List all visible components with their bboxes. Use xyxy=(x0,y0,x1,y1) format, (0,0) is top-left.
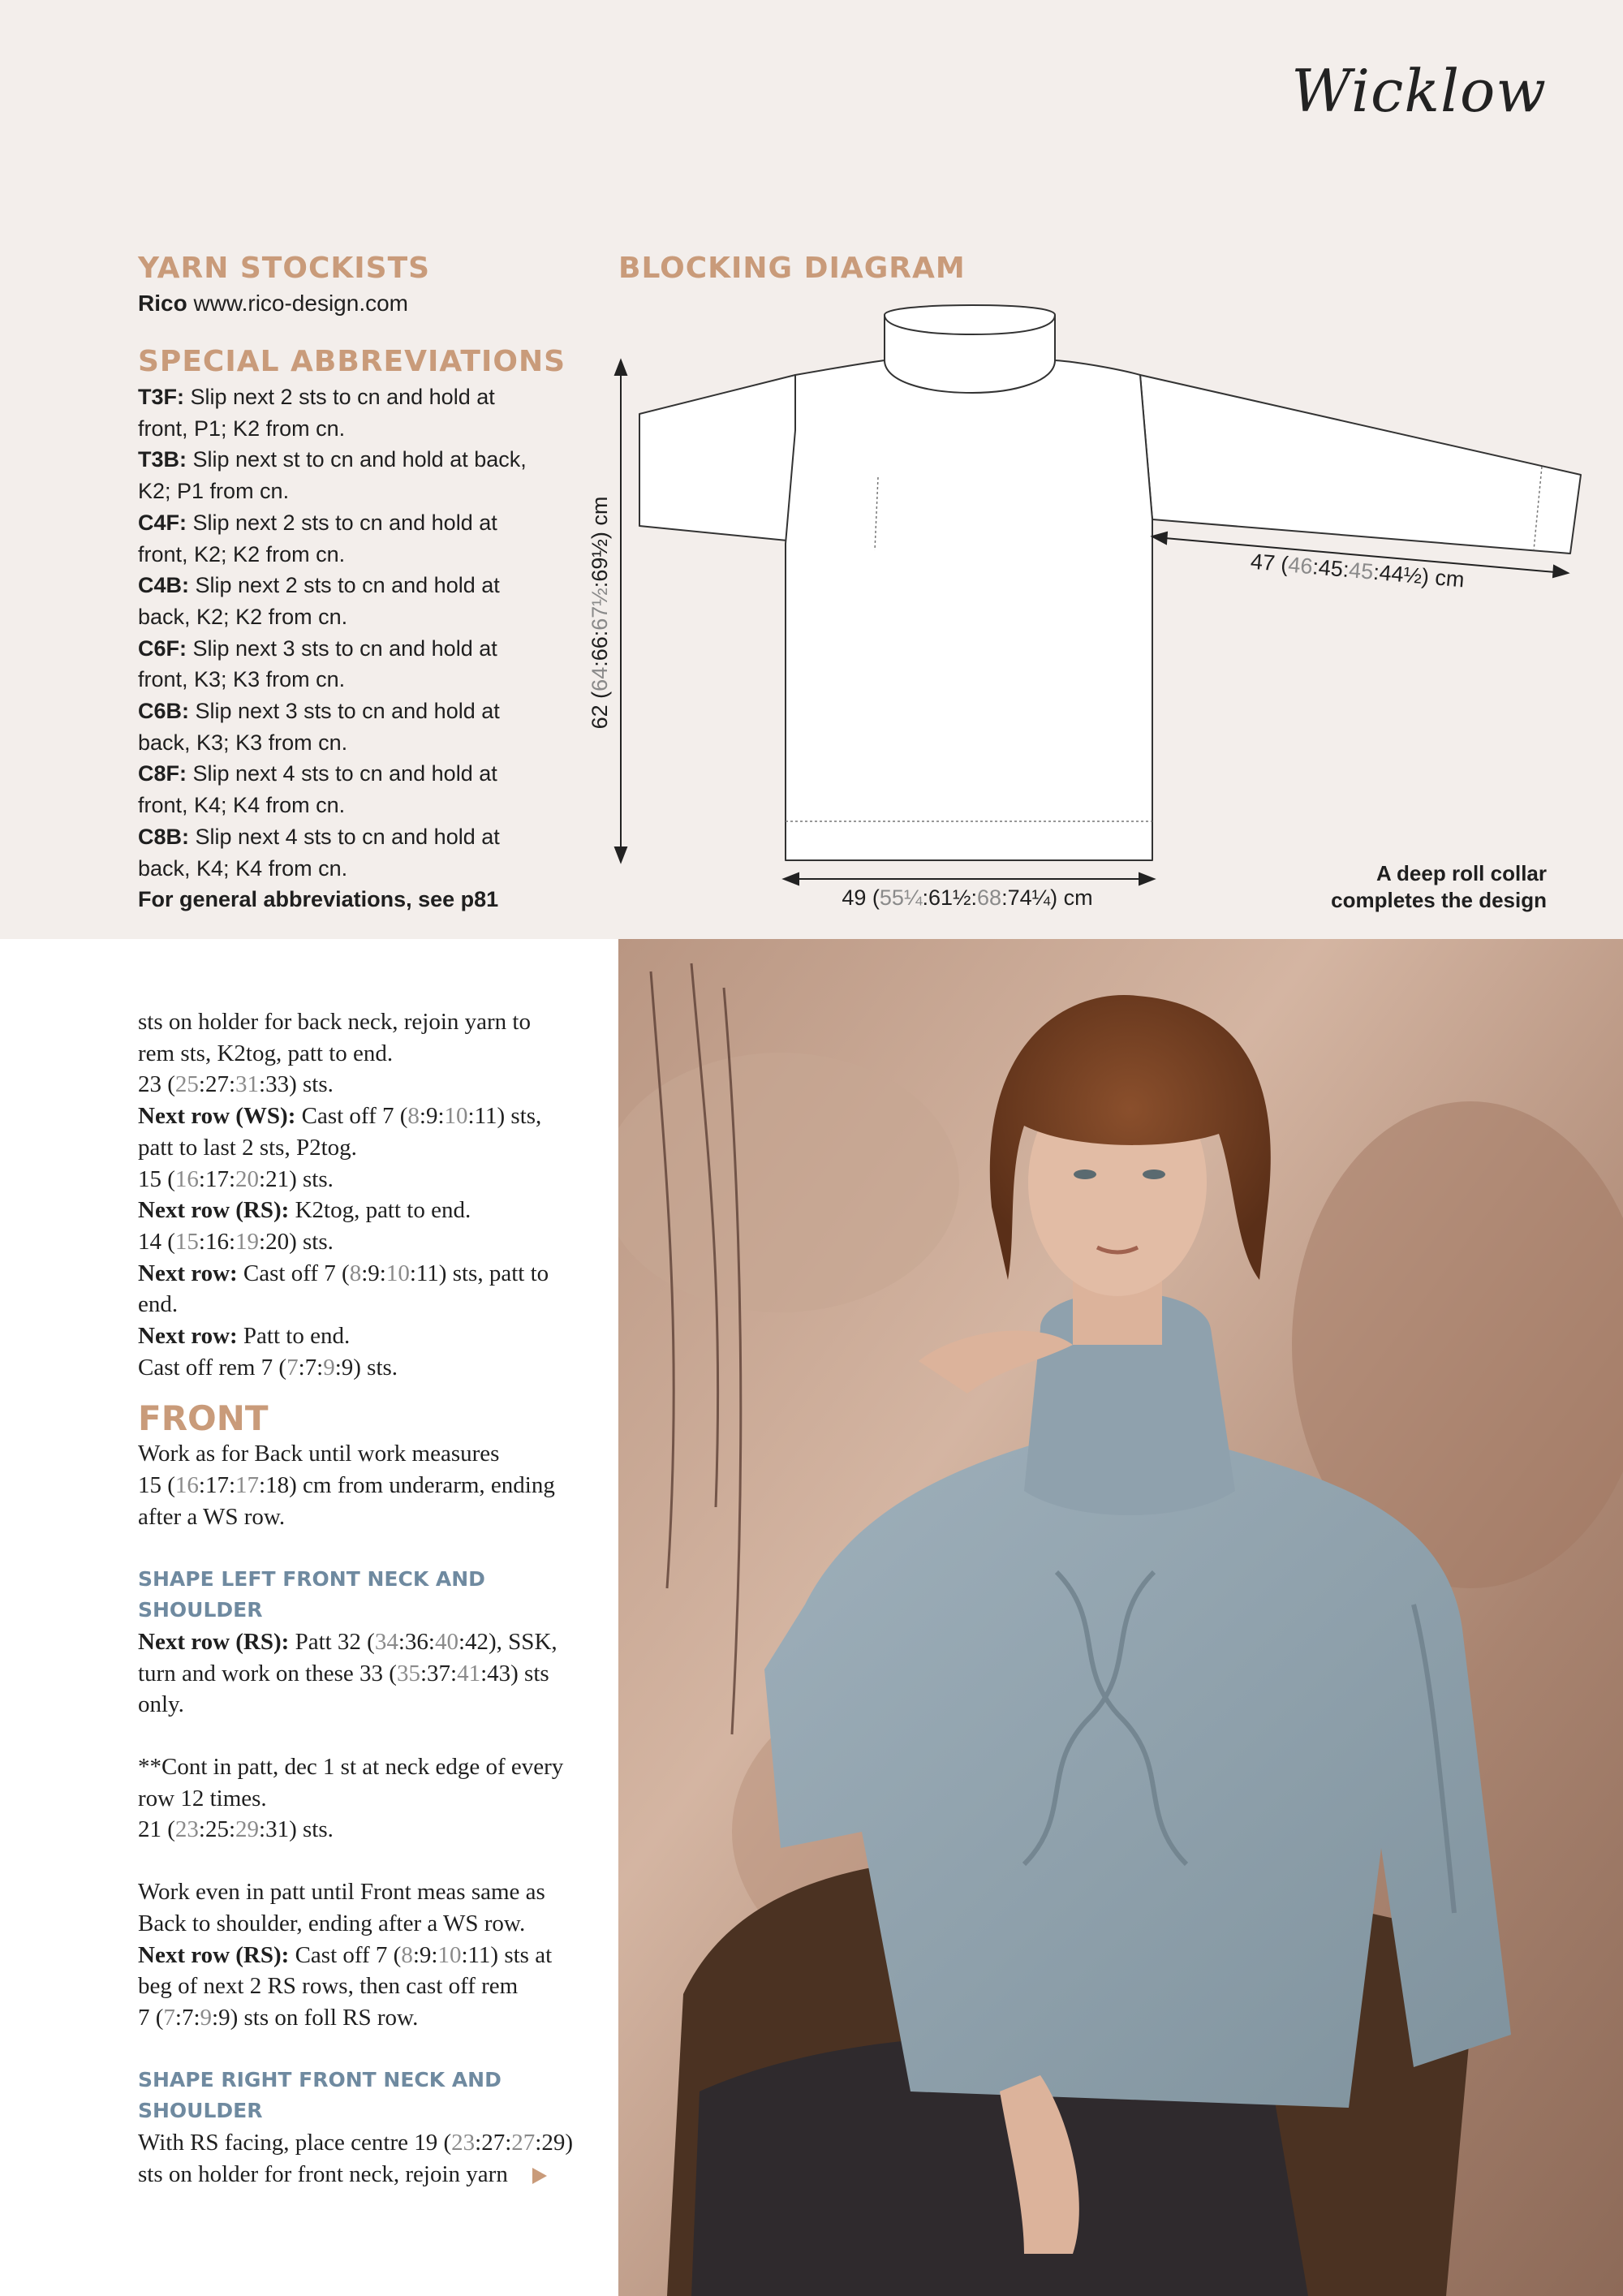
caption-line-2: completes the design xyxy=(1331,888,1547,912)
pattern-line: beg of next 2 RS rows, then cast off rem xyxy=(138,1973,519,2000)
pattern-line: row 12 times. xyxy=(138,1785,267,1811)
pattern-line: patt to last 2 sts, P2tog. xyxy=(138,1134,357,1161)
pattern-line: Work as for Back until work measures xyxy=(138,1441,500,1467)
right-sleeve xyxy=(1140,375,1581,554)
shape-right-front-heading: SHAPE RIGHT FRONT NECK AND SHOULDER xyxy=(138,2067,502,2123)
model-photo xyxy=(618,939,1623,2296)
abbreviation-line: C6B: Slip next 3 sts to cn and hold at xyxy=(138,699,500,724)
pattern-line: Next row (WS): Cast off 7 (8:9:10:11) sts, xyxy=(138,1103,542,1130)
pattern-line: Next row (RS): Cast off 7 (8:9:10:11) sts at xyxy=(138,1941,553,1968)
pattern-line: Next row: Cast off 7 (8:9:10:11) sts, patt to xyxy=(138,1260,549,1286)
continue-arrow-icon[interactable] xyxy=(532,2168,547,2184)
abbreviation-line: back, K4; K4 from cn. xyxy=(138,855,348,881)
pattern-line: 23 (25:27:31:33) sts. xyxy=(138,1071,334,1098)
abbreviation-line: C8F: Slip next 4 sts to cn and hold at xyxy=(138,761,497,786)
pattern-line: after a WS row. xyxy=(138,1503,286,1530)
blocking-diagram xyxy=(568,292,1607,925)
yarn-stockists-heading: YARN STOCKISTS xyxy=(138,252,431,285)
width-measurement: 49 (55¼:61½:68:74¼) cm xyxy=(842,885,1093,910)
pattern-line: 21 (23:25:29:31) sts. xyxy=(138,1816,334,1843)
special-abbreviations-heading: SPECIAL ABBREVIATIONS xyxy=(138,345,566,378)
abbreviation-line: C6F: Slip next 3 sts to cn and hold at xyxy=(138,635,497,661)
sleeve-measurement: 47 (46:45:45:44½) cm xyxy=(1249,549,1466,592)
abbreviation-line: back, K3; K3 from cn. xyxy=(138,730,348,755)
pattern-line: turn and work on these 33 (35:37:41:43) sts xyxy=(138,1660,549,1686)
abbreviation-line: back, K2; K2 from cn. xyxy=(138,604,348,629)
pattern-line: Next row (RS): Patt 32 (34:36:40:42), SSK, xyxy=(138,1628,558,1655)
abbreviation-line: T3B: Slip next st to cn and hold at back, xyxy=(138,447,527,472)
collar xyxy=(885,305,1055,393)
length-measurement: 62 (64:66:67½:69½) cm xyxy=(588,496,612,730)
pattern-line: Back to shoulder, ending after a WS row. xyxy=(138,1910,526,1936)
pattern-line: 14 (15:16:19:20) sts. xyxy=(138,1228,334,1255)
blocking-diagram-heading: BLOCKING DIAGRAM xyxy=(618,252,966,285)
abbreviations-footer: For general abbreviations, see p81 xyxy=(138,887,499,912)
pattern-line: 7 (7:7:9:9) sts on foll RS row. xyxy=(138,2004,419,2031)
photo-caption xyxy=(1331,860,1547,914)
pattern-line: rem sts, K2tog, patt to end. xyxy=(138,1040,394,1066)
stockist-brand: Rico xyxy=(138,291,187,316)
pattern-line: Next row: Patt to end. xyxy=(138,1323,351,1350)
abbreviation-line: front, K4; K4 from cn. xyxy=(138,793,346,818)
caption-line-1: A deep roll collar xyxy=(1376,861,1547,885)
abbreviation-line: front, K2; K2 from cn. xyxy=(138,541,346,566)
abbreviation-line: K2; P1 from cn. xyxy=(138,479,290,504)
abbreviation-line: C8B: Slip next 4 sts to cn and hold at xyxy=(138,824,500,849)
shape-left-front-heading: SHAPE LEFT FRONT NECK AND SHOULDER xyxy=(138,1566,485,1622)
abbreviation-line: front, P1; K2 from cn. xyxy=(138,416,346,441)
pattern-line: Cast off rem 7 (7:7:9:9) sts. xyxy=(138,1354,398,1381)
front-heading: FRONT xyxy=(138,1398,269,1439)
abbreviation-line: T3F: Slip next 2 sts to cn and hold at xyxy=(138,385,495,409)
pattern-line: only. xyxy=(138,1691,184,1718)
pattern-line: Work even in patt until Front meas same as xyxy=(138,1879,545,1906)
abbreviation-list xyxy=(138,381,544,915)
sweater-body xyxy=(786,360,1152,860)
pattern-line: 15 (16:17:20:21) sts. xyxy=(138,1165,334,1192)
abbreviation-line: front, K3; K3 from cn. xyxy=(138,667,346,692)
stockist-url[interactable]: www.rico-design.com xyxy=(193,291,408,316)
pattern-line: end. xyxy=(138,1291,179,1318)
pattern-line: Next row (RS): K2tog, patt to end. xyxy=(138,1197,471,1224)
yarn-stockist-line xyxy=(138,291,408,317)
pattern-text-column xyxy=(138,1006,592,2190)
pattern-line: With RS facing, place centre 19 (23:27:27:29) xyxy=(138,2130,574,2156)
pattern-line: sts on holder for back neck, rejoin yarn to xyxy=(138,1009,531,1035)
abbreviation-line: C4F: Slip next 2 sts to cn and hold at xyxy=(138,510,497,535)
abbreviation-line: C4B: Slip next 2 sts to cn and hold at xyxy=(138,573,500,598)
pattern-line: 15 (16:17:17:18) cm from underarm, ending xyxy=(138,1472,555,1499)
pattern-line: sts on holder for front neck, rejoin yarn xyxy=(138,2159,592,2190)
pattern-line: **Cont in patt, dec 1 st at neck edge of every xyxy=(138,1754,564,1781)
page-title: Wicklow xyxy=(1291,57,1547,125)
